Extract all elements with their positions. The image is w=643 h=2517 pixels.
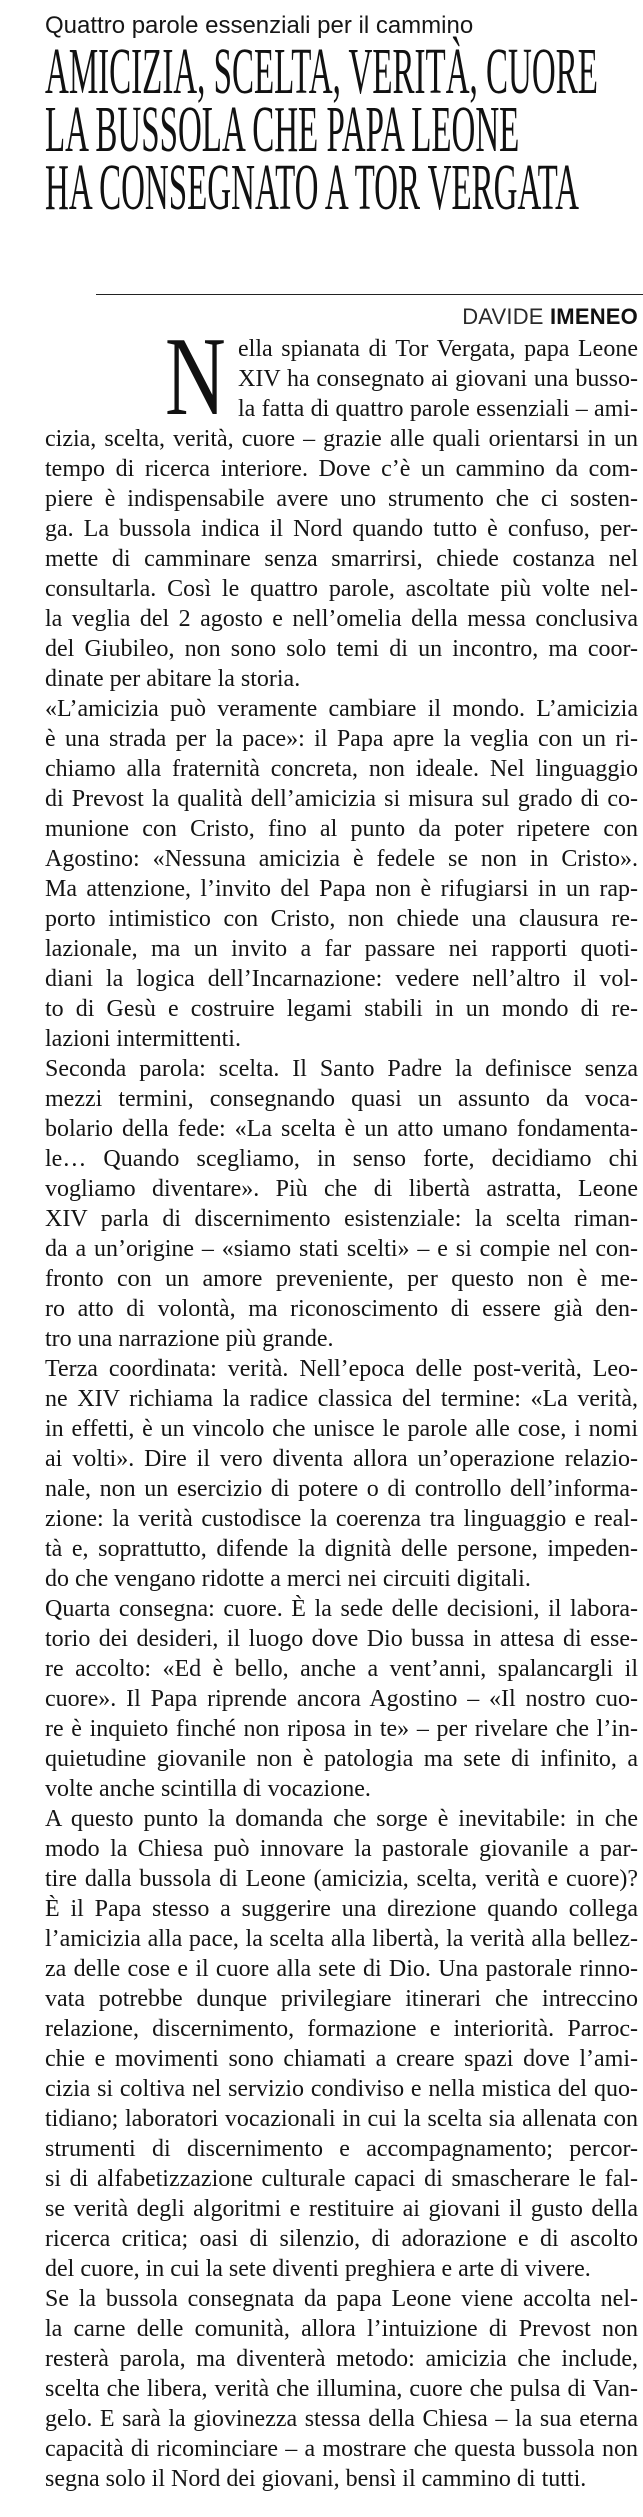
headline-line-text: HA CONSEGNATO A TOR VERGATA [45, 151, 580, 224]
body-line: cizia si coltiva nel servizio condiviso e nella mistica del quo- [45, 2076, 638, 2102]
body-line: cuore». Il Papa riprende ancora Agostino – «Il nostro cuo- [45, 1686, 638, 1712]
body-line: tà e, soprattutto, difende la dignità delle persone, impeden- [45, 1536, 638, 1562]
body-line: ne XIV richiama la radice classica del termine: «La verità, [45, 1386, 638, 1412]
paragraph [45, 1054, 638, 1354]
body-line: vata potrebbe dunque privilegiare itinerari che intreccino [45, 1986, 638, 2012]
body-line: cizia, scelta, verità, cuore – grazie alle quali orientarsi in un [45, 426, 638, 452]
byline [462, 304, 638, 330]
body-line: lazioni intermittenti. [45, 1026, 241, 1052]
body-line: «L’amicizia può veramente cambiare il mondo. L’amicizia [45, 696, 638, 722]
body-line: mette di camminare senza smarrirsi, chiede costanza nel [45, 546, 638, 572]
body-line: vogliamo diventare». Più che di libertà astratta, Leone [45, 1176, 638, 1202]
body-line: ricerca critica; oasi di silenzio, di adorazione e di ascolto [45, 2226, 638, 2252]
body-line: Se la bussola consegnata da papa Leone viene accolta nel- [45, 2286, 638, 2312]
body-line: segna solo il Nord dei giovani, bensì il cammino di tutti. [45, 2466, 587, 2492]
body-line: mezzi termini, consegnando quasi un assunto da voca- [45, 1086, 638, 1112]
body-line: tro una narrazione più grande. [45, 1326, 334, 1352]
body-line: porto intimistico con Cristo, non chiede una clausura re- [45, 906, 638, 932]
body-line: relazione, discernimento, formazione e interiorità. Parroc- [45, 2016, 638, 2042]
body-line: se verità degli algoritmi e restituire ai giovani il gusto della [45, 2196, 638, 2222]
body-line: si di alfabetizzazione culturale capaci di smascherare le fal- [45, 2166, 638, 2192]
body-line: volte anche scintilla di vocazione. [45, 1776, 371, 1802]
body-line: di Prevost la qualità dell’amicizia si misura sul grado di co- [45, 786, 638, 812]
body-line: la carne delle comunità, allora l’intuizione di Prevost non [45, 2316, 638, 2342]
body-line: Quarta consegna: cuore. È la sede delle decisioni, il labora- [45, 1596, 638, 1622]
body-line: to di Gesù e costruire legami stabili in un mondo di re- [45, 996, 638, 1022]
body-line: Agostino: «Nessuna amicizia è fedele se non in Cristo». [45, 846, 638, 872]
body-line: le… Quando scegliamo, in senso forte, decidiamo chi [45, 1146, 638, 1172]
paragraph [45, 2284, 638, 2494]
body-line: da a un’origine – «siamo stati scelti» – e si compie nel con- [45, 1236, 638, 1262]
body-line: torio dei desideri, il luogo dove Dio bussa in attesa di esse- [45, 1626, 638, 1652]
body-line: Ma attenzione, l’invito del Papa non è rifugiarsi in un rap- [45, 876, 638, 902]
kicker: Quattro parole essenziali per il cammino [45, 12, 474, 39]
body-line: È il Papa stesso a suggerire una direzione quando collega [45, 1896, 638, 1922]
body-line: gelo. E sarà la giovinezza stessa della Chiesa – la sua eterna [45, 2406, 638, 2432]
byline-last-name: IMENEO [550, 304, 638, 329]
body-line: è una strada per la pace»: il Papa apre la veglia con un ri- [45, 726, 638, 752]
body-line: consultarla. Così le quattro parole, ascoltate più volte nel- [45, 576, 638, 602]
body-line: quietudine giovanile non è patologia ma sete di infinito, a [45, 1746, 638, 1772]
body-line: scelta che libera, verità che illumina, cuore che pulsa di Van- [45, 2376, 638, 2402]
body-line: A questo punto la domanda che sorge è inevitabile: in che [45, 1806, 638, 1832]
body-line: ella spianata di Tor Vergata, papa Leone [238, 336, 638, 362]
body-line: fronto con un amore preveniente, per questo non è me- [45, 1266, 638, 1292]
body-line: del Giubileo, non sono solo temi di un incontro, ma coor- [45, 636, 638, 662]
body-line: Terza coordinata: verità. Nell’epoca delle post-verità, Leo- [45, 1356, 638, 1382]
byline-first-name: DAVIDE [462, 304, 544, 329]
paragraph [45, 334, 638, 694]
body-line: tempo di ricerca interiore. Dove c’è un cammino da com- [45, 456, 638, 482]
body-line: XIV ha consegnato ai giovani una busso- [238, 366, 638, 392]
body-line: nale, non un esercizio di potere o di controllo dell’informa- [45, 1476, 638, 1502]
body-line: lazionale, ma un invito a far passare nei rapporti quoti- [45, 936, 638, 962]
body-line: do che vengano ridotte a merci nei circuiti digitali. [45, 1566, 531, 1592]
headline-line [45, 151, 640, 224]
body-line: la veglia del 2 agosto e nell’omelia della messa conclusiva [45, 606, 638, 632]
body-line: zione: la verità custodisce la coerenza tra linguaggio e real- [45, 1506, 638, 1532]
body-line: Seconda parola: scelta. Il Santo Padre la definisce senza [45, 1056, 638, 1082]
body-line: ga. La bussola indica il Nord quando tutto è confuso, per- [45, 516, 638, 542]
body-line: del cuore, in cui la sete diventi preghiera e arte di vivere. [45, 2256, 591, 2282]
body-line: dinate per abitare la storia. [45, 666, 301, 692]
body-line: re accolto: «Ed è bello, anche a vent’anni, spalancargli il [45, 1656, 638, 1682]
drop-cap: N [165, 315, 226, 439]
body-line: tidiano; laboratori vocazionali in cui la scelta sia allenata con [45, 2106, 638, 2132]
paragraph [45, 1354, 638, 1594]
body-line: piere è indispensabile avere uno strumento che ci sosten- [45, 486, 638, 512]
body-line: za delle cose e il cuore alla sete di Dio. Una pastorale rinno- [45, 1956, 638, 1982]
body-line: chiamo alla fraternità concreta, non ideale. Nel linguaggio [45, 756, 638, 782]
body-line: bolario della fede: «La scelta è un atto umano fondamenta- [45, 1116, 638, 1142]
headline-line-text: AMICIZIA, SCELTA, VERITÀ, CUORE [45, 35, 598, 108]
byline-rule [96, 294, 643, 295]
body-line: re è inquieto finché non riposa in te» – per rivelare che l’in- [45, 1716, 638, 1742]
body-line: strumenti di discernimento e accompagnamento; percor- [45, 2136, 638, 2162]
body-line: capacità di ricominciare – a mostrare che questa bussola non [45, 2436, 638, 2462]
headline [45, 35, 640, 224]
body-line: XIV parla di discernimento esistenziale: la scelta riman- [45, 1206, 638, 1232]
body-line: diani la logica dell’Incarnazione: vedere nell’altro il vol- [45, 966, 638, 992]
headline-line-text: LA BUSSOLA CHE PAPA LEONE [45, 93, 520, 166]
body-line: ai volti». Dire il vero diventa allora un’operazione relazio- [45, 1446, 638, 1472]
body-line: tire dalla bussola di Leone (amicizia, scelta, verità e cuore)? [45, 1866, 638, 1892]
body-line: resterà parola, ma diventerà metodo: amicizia che include, [45, 2346, 638, 2372]
paragraph [45, 694, 638, 1054]
paragraph [45, 1804, 638, 2284]
paragraph [45, 1594, 638, 1804]
body-line: ro atto di volontà, ma riconoscimento di essere già den- [45, 1296, 638, 1322]
body-line: la fatta di quattro parole essenziali – ami- [238, 396, 638, 422]
body-line: modo la Chiesa può innovare la pastorale giovanile a par- [45, 1836, 638, 1862]
body-line: in effetti, è un vincolo che unisce le parole alle cose, i nomi [45, 1416, 638, 1442]
body-line: l’amicizia alla pace, la scelta alla libertà, la verità alla bellez- [45, 1926, 638, 1952]
body-line: chie e movimenti sono chiamati a creare spazi dove l’ami- [45, 2046, 638, 2072]
body-line: munione con Cristo, fino al punto da poter ripetere con [45, 816, 638, 842]
